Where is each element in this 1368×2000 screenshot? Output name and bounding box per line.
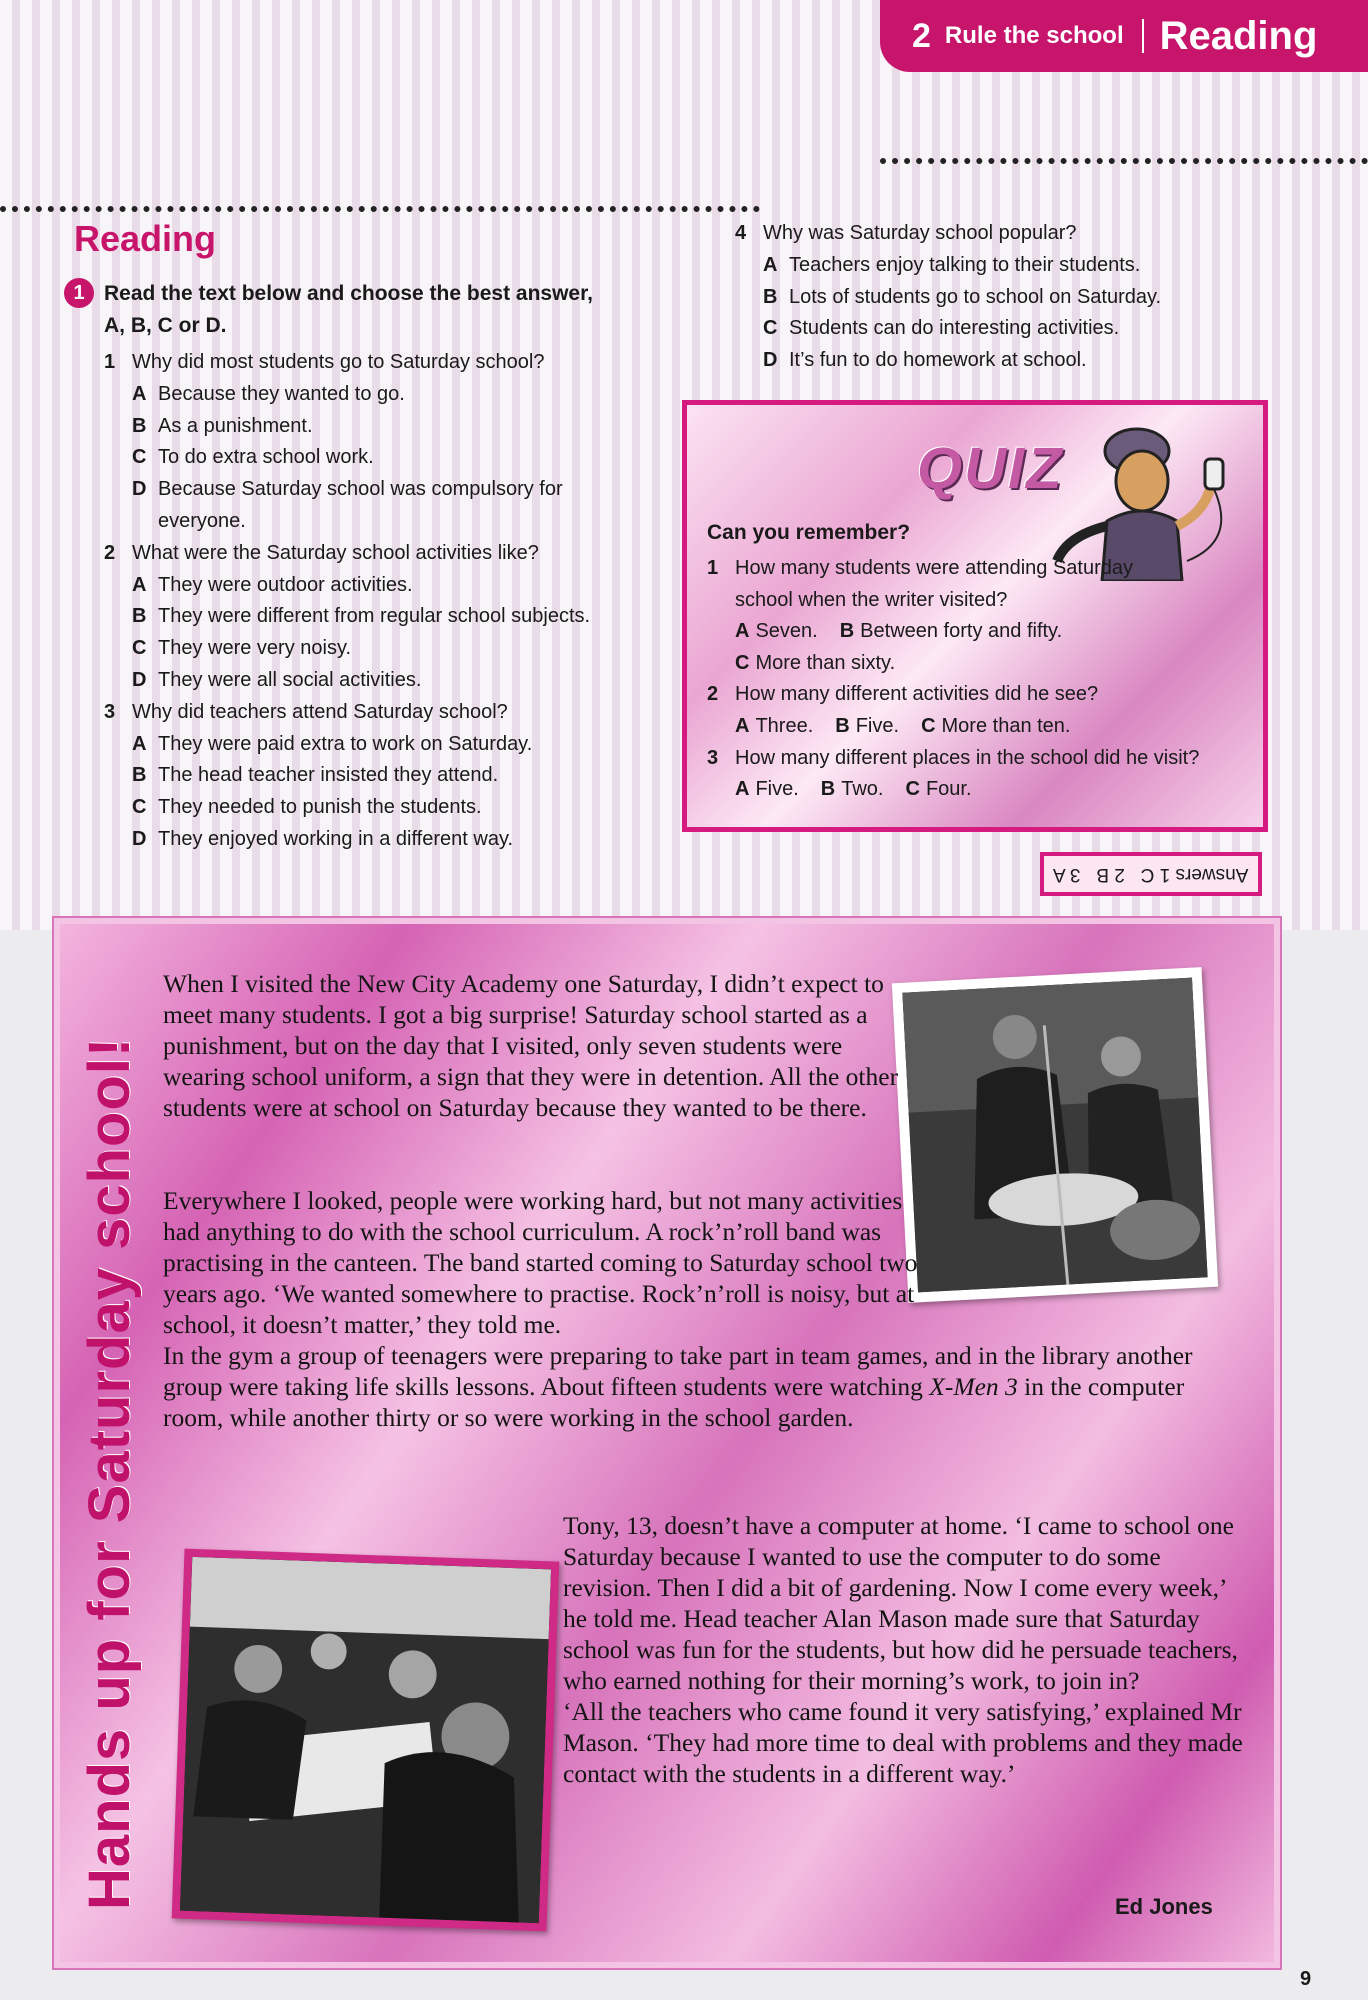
option-text: As a punishment. [158,414,313,437]
article-paragraph: When I visited the New City Academy one Saturday, I didn’t expect to meet many students. I got a big surprise! Saturday school started as a punishment, but on the day that I visited, only seven students were wearing school uniform, a sign that they were in detention. All the other students were at school on Saturday because they wanted to be there. [163,969,899,1122]
option-letter: B [132,605,147,628]
quiz-answers-upside-down: Answers 1 C 2 B 3 A [1053,864,1249,885]
quiz-question-number: 2 [707,683,719,706]
dotted-rule-section [0,206,760,212]
question [735,218,1295,250]
quiz-question [707,743,1252,775]
question-number: 4 [735,222,747,244]
option-letter: B [132,414,147,437]
students-photo [172,1549,560,1932]
option-text: They were different from regular school subjects. [158,605,591,628]
option-text: The head teacher insisted they attend. [158,764,499,787]
answer-option[interactable] [104,824,644,856]
unit-header-tab [880,0,1368,72]
option-text: It’s fun to do homework at school. [789,349,1087,372]
answer-option[interactable] [104,601,644,633]
answer-option[interactable] [104,474,644,538]
exercise-instruction [64,278,624,342]
questions-left-column [104,347,644,856]
students-photo-image-icon [180,1557,551,1923]
film-title: X-Men 3 [929,1372,1018,1401]
quiz-options: A Seven. B Between forty and fifty. C More than sixty. [735,620,1063,674]
answer-option[interactable] [104,729,644,761]
article-paragraph-group [563,1510,1243,1789]
question [104,697,644,729]
answer-option[interactable] [735,345,1295,377]
option-letter: D [132,478,147,501]
quiz-option[interactable]: More than ten. [941,714,1071,737]
question [104,347,644,379]
answer-option[interactable] [104,792,644,824]
article-paragraph [163,1340,1233,1433]
section-title: Reading [1159,13,1318,58]
quiz-logo: QUIZ [917,436,1064,501]
quiz-option[interactable]: Three. [755,714,814,737]
quiz-question [707,553,1252,616]
answer-option[interactable] [735,282,1295,314]
quiz-box [682,400,1268,832]
quiz-option[interactable]: More than sixty. [755,651,896,674]
article-paragraph-group [163,1185,1233,1433]
answer-option[interactable] [104,411,644,443]
question-number: 3 [104,700,116,723]
quiz-option[interactable]: Seven. [755,620,818,643]
quiz-option[interactable]: Between forty and fifty. [860,620,1063,643]
article-byline: Ed Jones [1115,1894,1213,1919]
quiz-option[interactable]: Five. [855,714,900,737]
option-text: Lots of students go to school on Saturday. [789,285,1162,308]
quiz-option[interactable]: Four. [925,778,972,801]
instruction-line: Read the text below and choose the best answer, [104,282,593,305]
option-letter: B [132,764,147,787]
quiz-answers-box [1040,852,1262,896]
quiz-option[interactable]: Five. [755,778,799,801]
quiz-options: A Five. B Two. C Four. [735,778,972,801]
article-title-vertical: Hands up for Saturday school! [77,1036,142,1910]
questions-right-column [735,218,1295,377]
paragraph-text: In the gym a group of teenagers were preparing to take part in team games, and in the library another group were taking life skills lessons. About fifteen students were watching [163,1341,1193,1401]
option-text: They enjoyed working in a different way. [158,827,514,850]
option-text: They needed to punish the students. [158,796,482,819]
article-paragraph: Tony, 13, doesn’t have a computer at home. ‘I came to school one Saturday because I wanted to use the computer to do some revision. Then I did a bit of gardening. Now I come every week,’ he told me. Head teacher Alan Mason made sure that Saturday school was fun for the students, but how did he persuade teachers, who earned nothing for their morning’s work, to join in? [563,1511,1238,1695]
answer-option[interactable] [104,570,644,602]
header-divider [1142,19,1144,53]
unit-title: Rule the school [944,22,1124,49]
question-text: Why was Saturday school popular? [763,222,1077,244]
exercise-section-heading: Reading [74,218,217,259]
answer-option[interactable] [104,442,644,474]
question-number: 1 [104,351,116,373]
question-number: 2 [104,541,116,564]
option-letter: D [132,827,147,850]
question-text: Why did teachers attend Saturday school? [132,700,508,723]
option-letter: C [132,637,147,660]
quiz-question-text: How many different activities did he see? [735,683,1099,706]
option-letter: A [763,253,778,276]
quiz-question-text: How many different places in the school did he visit? [735,746,1200,769]
option-letter: B [763,285,778,308]
question [104,538,644,570]
answer-option[interactable] [104,665,644,697]
exercise-number-badge: 1 [64,278,94,308]
option-text: They were outdoor activities. [158,573,413,596]
option-letter: C [132,446,147,469]
option-text: Because Saturday school was compulsory for everyone. [158,478,563,532]
option-letter: A [132,382,147,405]
option-letter: D [763,349,778,372]
option-text: Because they wanted to go. [158,382,405,405]
page-number: 9 [1300,1968,1312,1990]
option-letter: A [132,732,147,755]
option-letter: A [132,573,147,596]
answer-option[interactable] [104,379,644,411]
option-text: They were paid extra to work on Saturday. [158,732,533,755]
quiz-question [707,679,1252,711]
option-letter: D [132,668,147,691]
option-text: To do extra school work. [158,446,374,469]
quiz-option[interactable]: Two. [841,778,884,801]
option-letter: C [763,317,778,340]
quiz-question-number: 1 [707,557,719,579]
instruction-line: A, B, C or D. [104,314,227,337]
dotted-rule-top [880,158,1368,164]
answer-option[interactable] [104,760,644,792]
question-text: What were the Saturday school activities like? [132,541,539,564]
answer-option[interactable] [735,313,1295,345]
option-text: Teachers enjoy talking to their students. [789,253,1141,276]
article-paragraph: Everywhere I looked, people were working hard, but not many activities had anything to do with the school curriculum. A rock’n’roll band was practising in the canteen. The band started coming to Saturday school two years ago. ‘We wanted somewhere to practise. Rock’n’roll is noisy, but at school, it doesn’t matter,’ they told me. [163,1186,918,1339]
option-text: Students can do interesting activities. [789,317,1120,340]
quiz-question-text: How many students were attending Saturday school when the writer visited? [735,557,1133,611]
quiz-question-number: 3 [707,746,719,769]
option-text: They were very noisy. [158,637,352,660]
unit-number: 2 [912,16,931,55]
option-text: They were all social activities. [158,668,422,691]
answer-option[interactable] [104,633,644,665]
paragraph-text: in the computer room, while another thirty or so were working in the school garden. [163,1372,1185,1432]
article-paragraph: ‘All the teachers who came found it very satisfying,’ explained Mr Mason. ‘They had more time to deal with problems and they made contact with the students in a different way.’ [563,1697,1243,1788]
quiz-options: A Three. B Five. C More than ten. [735,714,1071,737]
quiz-questions [707,553,1252,806]
question-text: Why did most students go to Saturday school? [132,351,545,373]
answer-option[interactable] [735,250,1295,282]
quiz-heading: Can you remember? [707,521,911,544]
option-letter: C [132,796,147,819]
